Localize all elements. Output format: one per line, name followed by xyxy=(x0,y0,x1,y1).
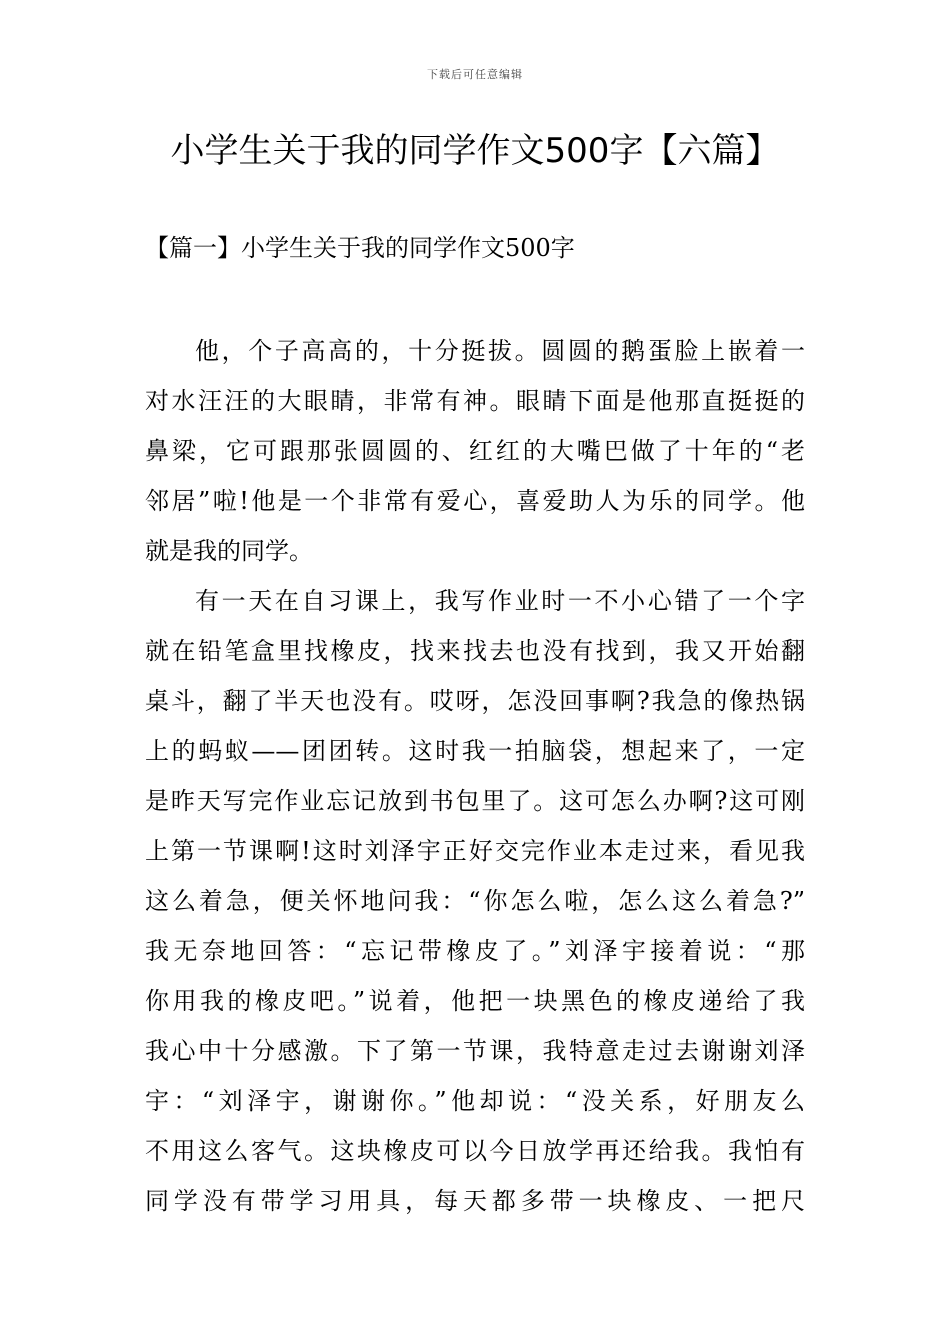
text-line: 上的蚂蚁——团团转。这时我一拍脑袋，想起来了，一定 xyxy=(145,737,805,765)
text-line: 同学没有带学习用具，每天都多带一块橡皮、一把尺 xyxy=(145,1187,805,1215)
text-line: 有一天在自习课上，我写作业时一不小心错了一个字 xyxy=(195,587,805,615)
text-line: 是昨天写完作业忘记放到书包里了。这可怎么办啊?这可刚 xyxy=(145,787,805,815)
text-line: 你用我的橡皮吧。”说着，他把一块黑色的橡皮递给了我 xyxy=(145,987,805,1015)
text-line: 就在铅笔盒里找橡皮，找来找去也没有找到，我又开始翻 xyxy=(145,637,805,665)
text-line: 对水汪汪的大眼睛，非常有神。眼睛下面是他那直挺挺的 xyxy=(145,387,805,415)
section-heading: 【篇一】小学生关于我的同学作文500字 xyxy=(145,234,575,262)
text-line: 鼻梁，它可跟那张圆圆的、红红的大嘴巴做了十年的“老 xyxy=(145,437,805,465)
text-line: 他，个子高高的，十分挺拔。圆圆的鹅蛋脸上嵌着一 xyxy=(195,337,805,365)
text-line: 不用这么客气。这块橡皮可以今日放学再还给我。我怕有 xyxy=(145,1137,805,1165)
document-title: 小学生关于我的同学作文500字【六篇】 xyxy=(170,131,780,171)
header-note: 下载后可任意编辑 xyxy=(427,68,523,81)
text-line: 我心中十分感激。下了第一节课，我特意走过去谢谢刘泽 xyxy=(145,1037,805,1065)
text-line: 邻居”啦!他是一个非常有爱心，喜爱助人为乐的同学。他 xyxy=(145,487,805,515)
text-line: 我无奈地回答：“忘记带橡皮了。”刘泽宇接着说：“那 xyxy=(145,937,805,965)
paragraph-1 xyxy=(145,326,805,576)
text-line: 就是我的同学。 xyxy=(145,537,313,565)
text-line: 这么着急，便关怀地问我：“你怎么啦，怎么这么着急?” xyxy=(145,887,805,915)
paragraph-2 xyxy=(145,576,805,1226)
article-body xyxy=(145,326,805,1226)
text-line: 上第一节课啊!这时刘泽宇正好交完作业本走过来，看见我 xyxy=(145,837,805,865)
text-line: 桌斗，翻了半天也没有。哎呀，怎没回事啊?我急的像热锅 xyxy=(145,687,805,715)
text-line: 宇：“刘泽宇，谢谢你。”他却说：“没关系，好朋友么 xyxy=(145,1087,805,1115)
